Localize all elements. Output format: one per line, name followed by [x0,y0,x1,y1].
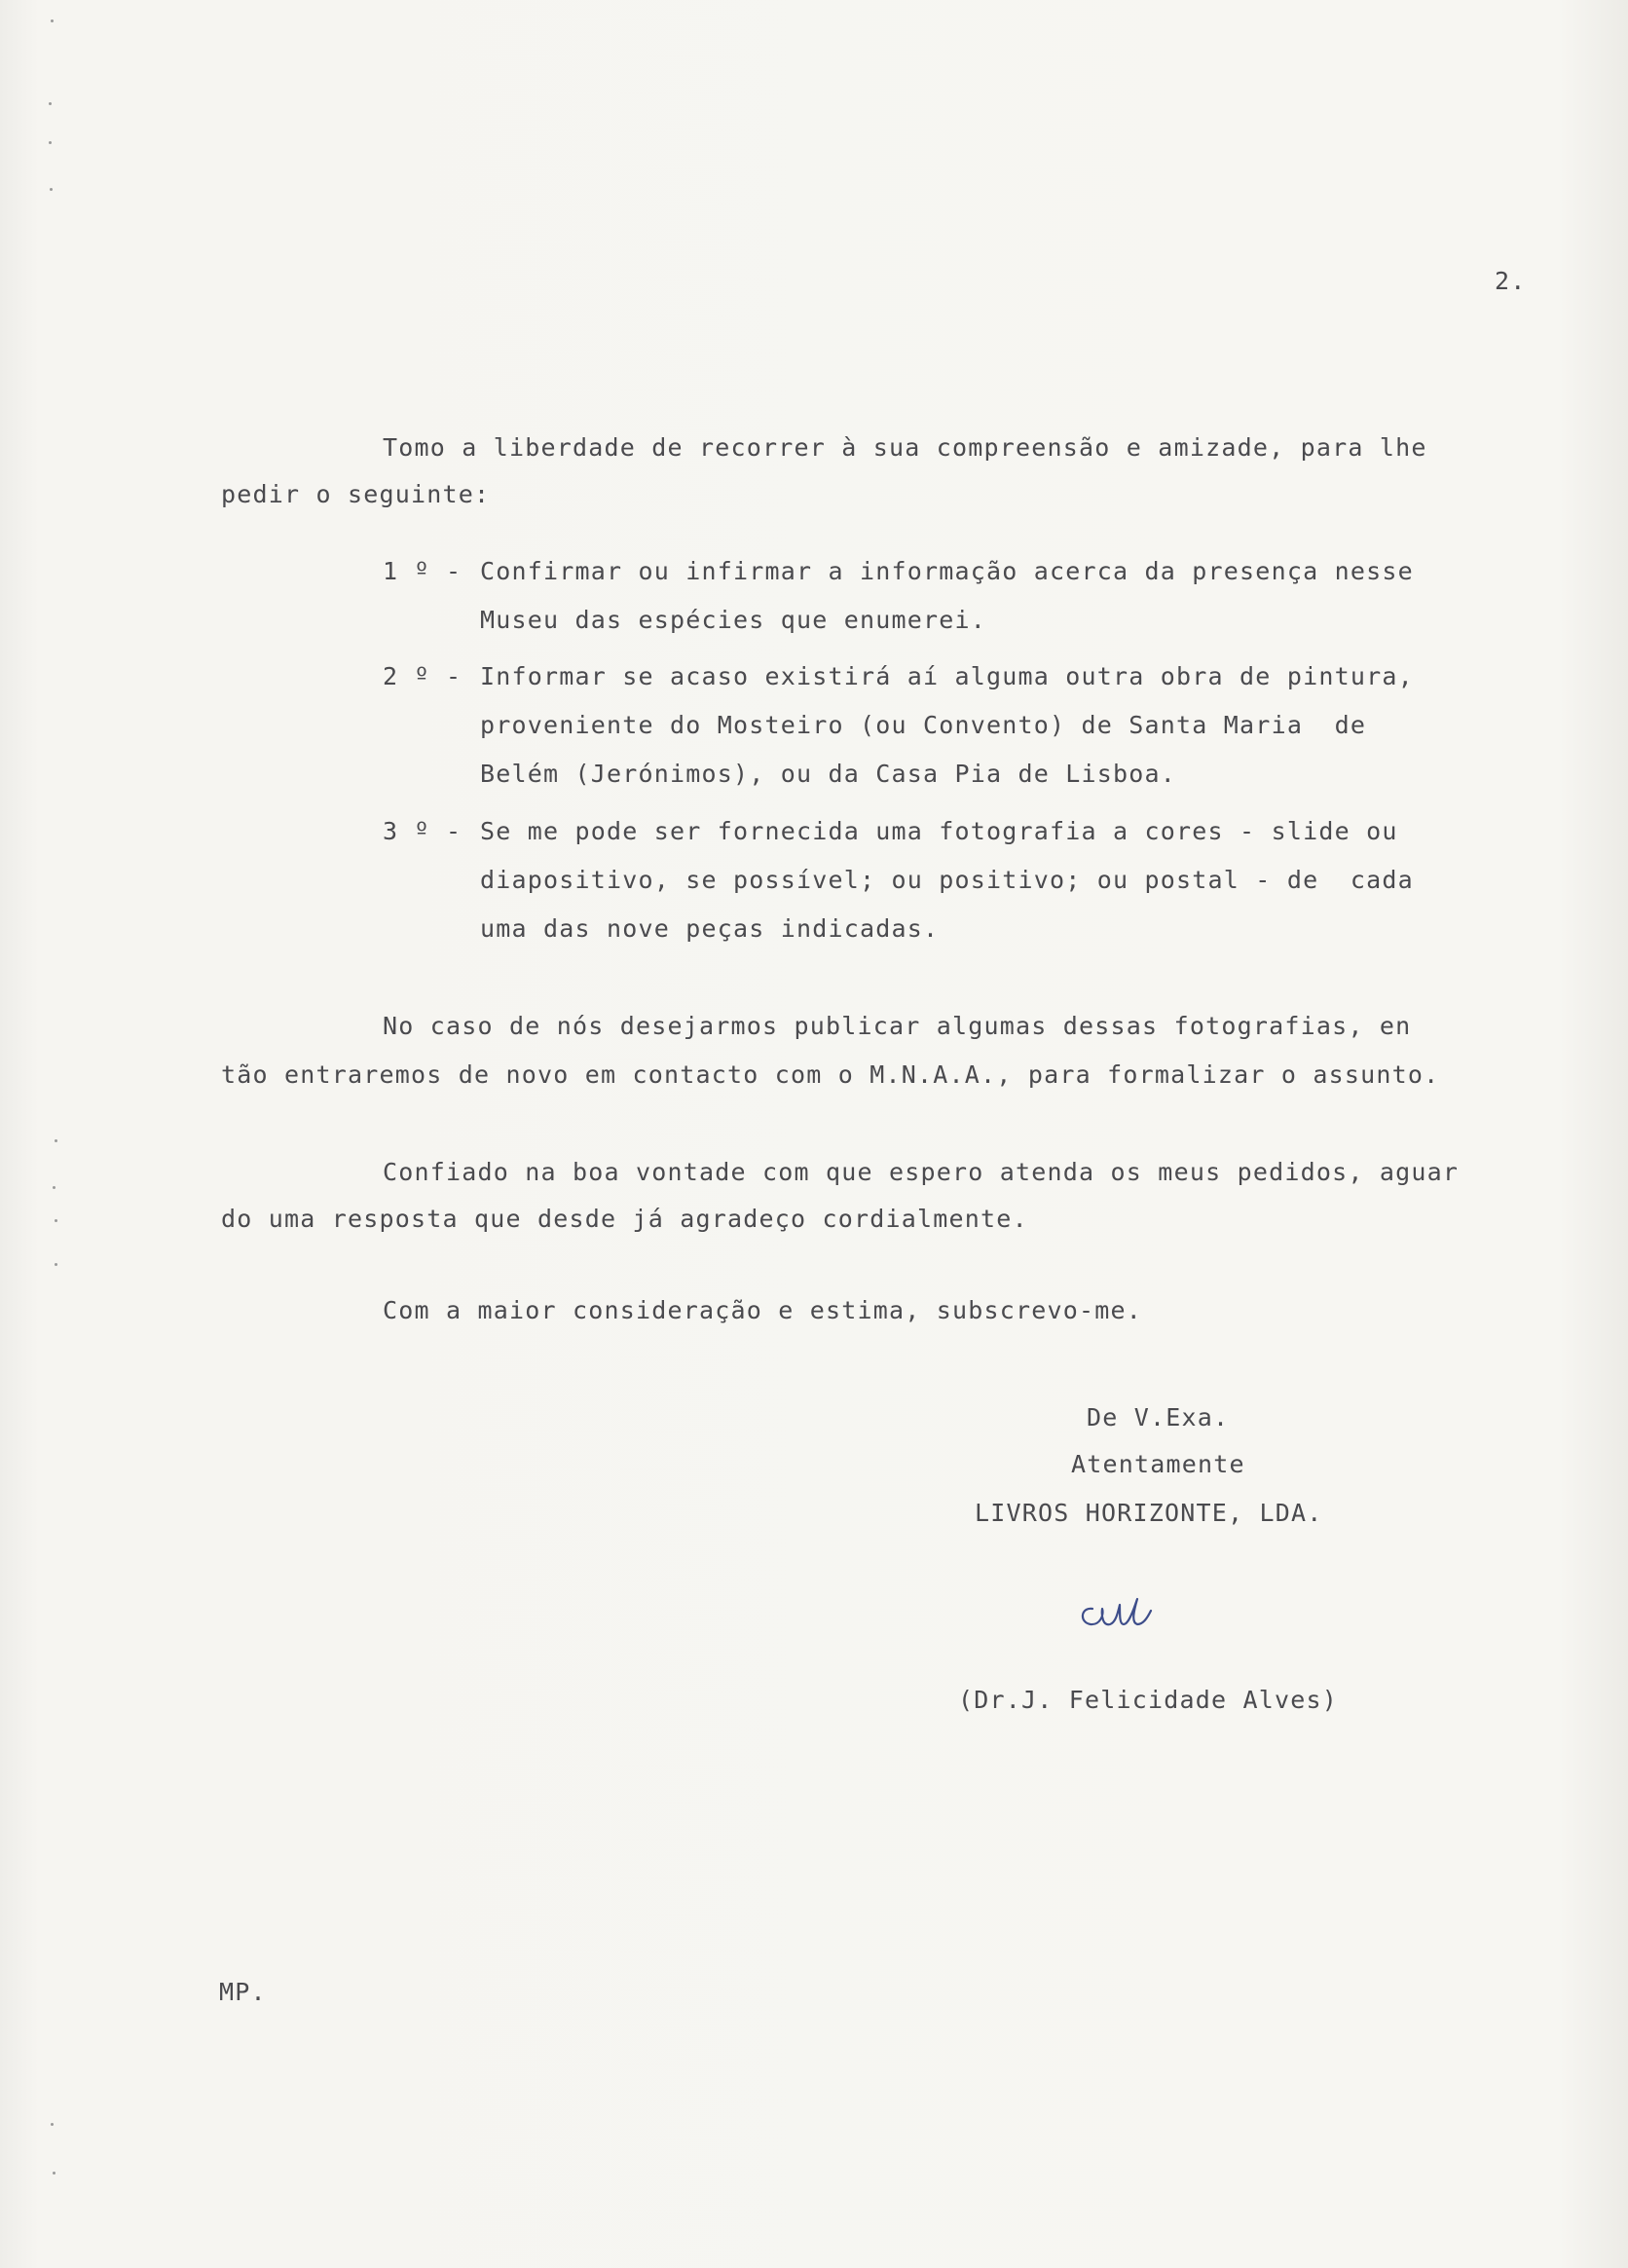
page-number: 2. [1495,267,1527,295]
paper-speck [51,19,54,22]
item-3-line-3: uma das nove peças indicadas. [480,914,940,943]
paper-speck [55,1263,57,1266]
signatory-name: (Dr.J. Felicidade Alves) [958,1686,1339,1714]
paper-speck [53,2172,56,2175]
paper-speck [55,1219,57,1222]
paper-speck [50,188,53,191]
publication-line-1: No caso de nós desejarmos publicar algumas dessas fotografias, en [383,1012,1412,1040]
item-1-line-1: Confirmar ou infirmar a informação acerca da presença nesse [480,557,1414,585]
salutation: De V.Exa. [1087,1403,1230,1431]
item-2-line-2: proveniente do Mosteiro (ou Convento) de Santa Maria de [480,711,1367,739]
handwritten-signature [1071,1566,1159,1634]
item-2-line-1: Informar se acaso existirá aí alguma outra obra de pintura, [480,662,1414,690]
item-1-line-2: Museu das espécies que enumerei. [480,606,987,634]
regards: Atentamente [1071,1450,1245,1478]
intro-line-2: pedir o seguinte: [221,480,491,508]
item-2-line-3: Belém (Jerónimos), ou da Casa Pia de Lisboa. [480,760,1177,788]
paper-speck [55,1139,57,1142]
item-1-marker: 1 º - [383,557,462,585]
paper-speck [49,102,52,105]
company-name: LIVROS HORIZONTE, LDA. [975,1499,1323,1527]
item-3-line-1: Se me pode ser fornecida uma fotografia a cores - slide ou [480,817,1398,845]
paper-speck [49,141,52,144]
item-3-line-2: diapositivo, se possível; ou positivo; ou postal - de cada [480,866,1414,894]
trust-line-2: do uma resposta que desde já agradeço cordialmente. [221,1205,1028,1233]
intro-line-1: Tomo a liberdade de recorrer à sua compreensão e amizade, para lhe [383,433,1427,462]
paper-speck [51,2123,54,2126]
item-2-marker: 2 º - [383,662,462,690]
reference-initials: MP. [219,1978,267,2006]
paper-speck [53,1186,56,1189]
item-3-marker: 3 º - [383,817,462,845]
trust-line-1: Confiado na boa vontade com que espero atenda os meus pedidos, aguar [383,1158,1460,1186]
publication-line-2: tão entraremos de novo em contacto com o M.N.A.A., para formalizar o assunto. [221,1060,1440,1089]
closing-line: Com a maior consideração e estima, subscrevo-me. [383,1296,1143,1324]
